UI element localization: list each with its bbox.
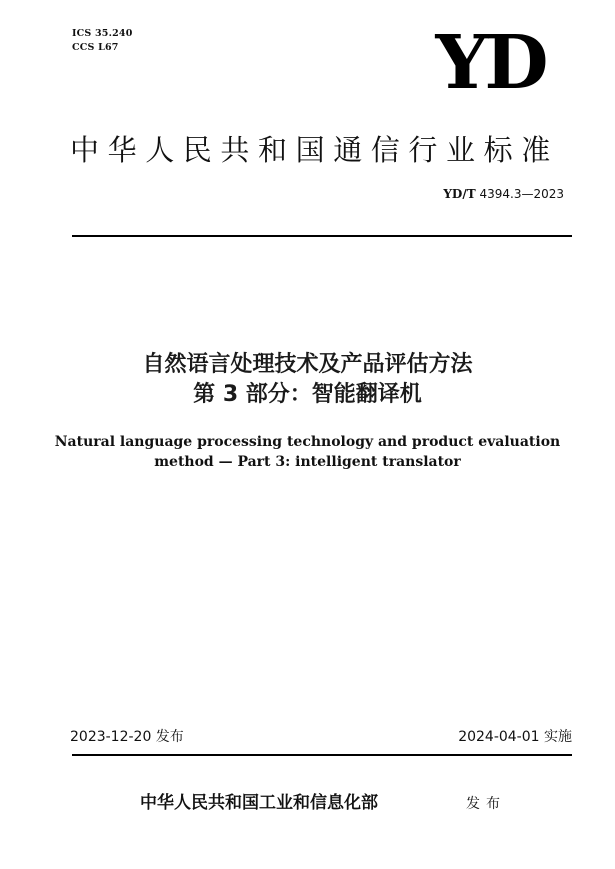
chinese-title xyxy=(40,350,575,410)
english-title xyxy=(40,432,575,472)
top-divider xyxy=(72,235,572,237)
publish-label: 发布 xyxy=(466,796,506,812)
english-title-line-2: method — Part 3: intelligent translator xyxy=(154,454,461,470)
ics-code: ICS 35.240 xyxy=(72,28,133,39)
issue-date: 2023-12-20 发布 xyxy=(70,729,184,745)
publisher-name: 中华人民共和国工业和信息化部 xyxy=(140,793,378,813)
chinese-title-line-2: 第 3 部分：智能翻译机 xyxy=(193,382,422,407)
bottom-divider xyxy=(72,754,572,756)
standard-number-value: 4394.3—2023 xyxy=(475,187,564,201)
standard-category-title: 中华人民共和国通信行业标准 xyxy=(70,133,559,167)
implementation-date: 2024-04-01 实施 xyxy=(458,729,572,745)
ccs-code: CCS L67 xyxy=(72,42,119,53)
standard-code-prefix: YD/T xyxy=(443,187,476,201)
classification-codes xyxy=(72,27,133,55)
yd-logo: YD xyxy=(435,20,545,106)
chinese-title-line-1: 自然语言处理技术及产品评估方法 xyxy=(142,352,473,377)
english-title-line-1: Natural language processing technology and product evaluation xyxy=(54,434,561,450)
standard-number xyxy=(300,186,564,202)
